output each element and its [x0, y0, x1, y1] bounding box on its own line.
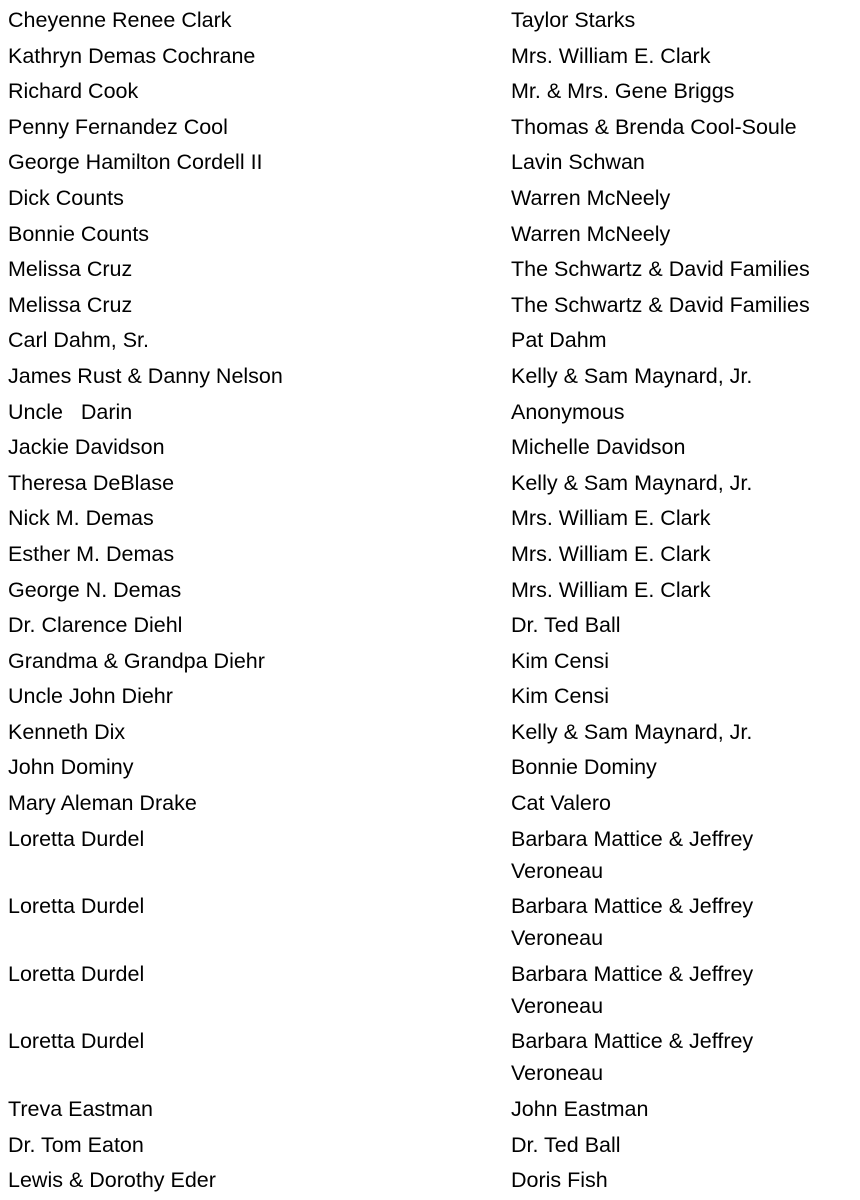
donor-name: The Schwartz & David Families [511, 257, 810, 282]
list-row [0, 538, 860, 574]
donor-name: Michelle Davidson [511, 435, 686, 460]
list-row [0, 1164, 860, 1200]
list-row [0, 431, 860, 467]
honoree-name: Penny Fernandez Cool [8, 114, 228, 139]
honoree-name: Loretta Durdel [8, 826, 145, 851]
list-row [0, 1025, 860, 1093]
donor-name: Thomas & Brenda Cool-Soule [511, 114, 797, 139]
honoree-name: Loretta Durdel [8, 961, 145, 986]
list-row [0, 574, 860, 610]
list-row [0, 890, 860, 958]
donor-name: Kim Censi [511, 648, 609, 673]
donor-name: Mrs. William E. Clark [511, 541, 711, 566]
donor-name: Barbara Mattice & Jeffrey Veroneau [511, 961, 754, 1018]
donor-name: Warren McNeely [511, 185, 671, 210]
donor-name: Kelly & Sam Maynard, Jr. [511, 719, 753, 744]
donor-name: Bonnie Dominy [511, 755, 657, 780]
honoree-name: Melissa Cruz [8, 292, 133, 317]
honoree-name: Carl Dahm, Sr. [8, 328, 149, 353]
donor-name: Dr. Ted Ball [511, 613, 621, 638]
honoree-name: Uncle Darin [8, 399, 133, 424]
list-row [0, 609, 860, 645]
honoree-name: Cheyenne Renee Clark [8, 8, 232, 32]
honoree-name: Dr. Tom Eaton [8, 1132, 144, 1157]
list-row [0, 645, 860, 681]
list-row [0, 751, 860, 787]
list-row [0, 716, 860, 752]
list-row [0, 253, 860, 289]
donor-name: Dr. Ted Ball [511, 1132, 621, 1157]
donor-name: Anonymous [511, 399, 625, 424]
donor-name: Kelly & Sam Maynard, Jr. [511, 363, 753, 388]
list-row [0, 680, 860, 716]
list-row [0, 360, 860, 396]
donor-name: Barbara Mattice & Jeffrey Veroneau [511, 894, 754, 951]
honoree-name: James Rust & Danny Nelson [8, 363, 283, 388]
list-row [0, 958, 860, 1026]
honoree-name: Loretta Durdel [8, 1029, 145, 1054]
list-row [0, 396, 860, 432]
list-row [0, 75, 860, 111]
list-row [0, 502, 860, 538]
honoree-name: Esther M. Demas [8, 541, 175, 566]
list-row [0, 40, 860, 76]
donor-name: Kim Censi [511, 684, 609, 709]
honoree-name: Kenneth Dix [8, 719, 126, 744]
donor-name: Mrs. William E. Clark [511, 577, 711, 602]
donor-name: Warren McNeely [511, 221, 671, 246]
list-row [0, 218, 860, 254]
donor-name: John Eastman [511, 1097, 649, 1122]
honoree-name: Jackie Davidson [8, 435, 165, 460]
list-row [0, 1129, 860, 1165]
donor-name: Kelly & Sam Maynard, Jr. [511, 470, 753, 495]
list-row [0, 289, 860, 325]
donor-name: Barbara Mattice & Jeffrey Veroneau [511, 1029, 754, 1086]
list-row [0, 467, 860, 503]
donor-name: Mr. & Mrs. Gene Briggs [511, 79, 735, 104]
honoree-name: John Dominy [8, 755, 134, 780]
donor-name: Taylor Starks [511, 8, 636, 32]
honoree-name: Dick Counts [8, 185, 124, 210]
honoree-name: Grandma & Grandpa Diehr [8, 648, 265, 673]
list-row [0, 182, 860, 218]
honoree-name: Dr. Clarence Diehl [8, 613, 183, 638]
honoree-name: Loretta Durdel [8, 894, 145, 919]
donor-name: Mrs. William E. Clark [511, 506, 711, 531]
honoree-name: George N. Demas [8, 577, 182, 602]
honoree-name: Richard Cook [8, 79, 139, 104]
donor-name: Doris Fish [511, 1168, 608, 1193]
list-row [0, 111, 860, 147]
honoree-name: Mary Aleman Drake [8, 791, 197, 816]
honoree-name: George Hamilton Cordell II [8, 150, 263, 175]
list-row [0, 787, 860, 823]
list-row [0, 324, 860, 360]
donor-name: The Schwartz & David Families [511, 292, 810, 317]
honoree-name: Melissa Cruz [8, 257, 133, 282]
honoree-name: Kathryn Demas Cochrane [8, 43, 256, 68]
honoree-name: Nick M. Demas [8, 506, 154, 531]
honoree-name: Theresa DeBlase [8, 470, 175, 495]
donor-name: Mrs. William E. Clark [511, 43, 711, 68]
honoree-name: Treva Eastman [8, 1097, 153, 1122]
honoree-name: Lewis & Dorothy Eder [8, 1168, 216, 1193]
list-row [0, 823, 860, 891]
list-row [0, 1093, 860, 1129]
list-row [0, 146, 860, 182]
honoree-name: Bonnie Counts [8, 221, 150, 246]
donor-name: Pat Dahm [511, 328, 607, 353]
honoree-name: Uncle John Diehr [8, 684, 173, 709]
donor-name: Barbara Mattice & Jeffrey Veroneau [511, 826, 754, 883]
donor-name: Cat Valero [511, 791, 611, 816]
donor-name: Lavin Schwan [511, 150, 645, 175]
list-row [0, 4, 860, 40]
